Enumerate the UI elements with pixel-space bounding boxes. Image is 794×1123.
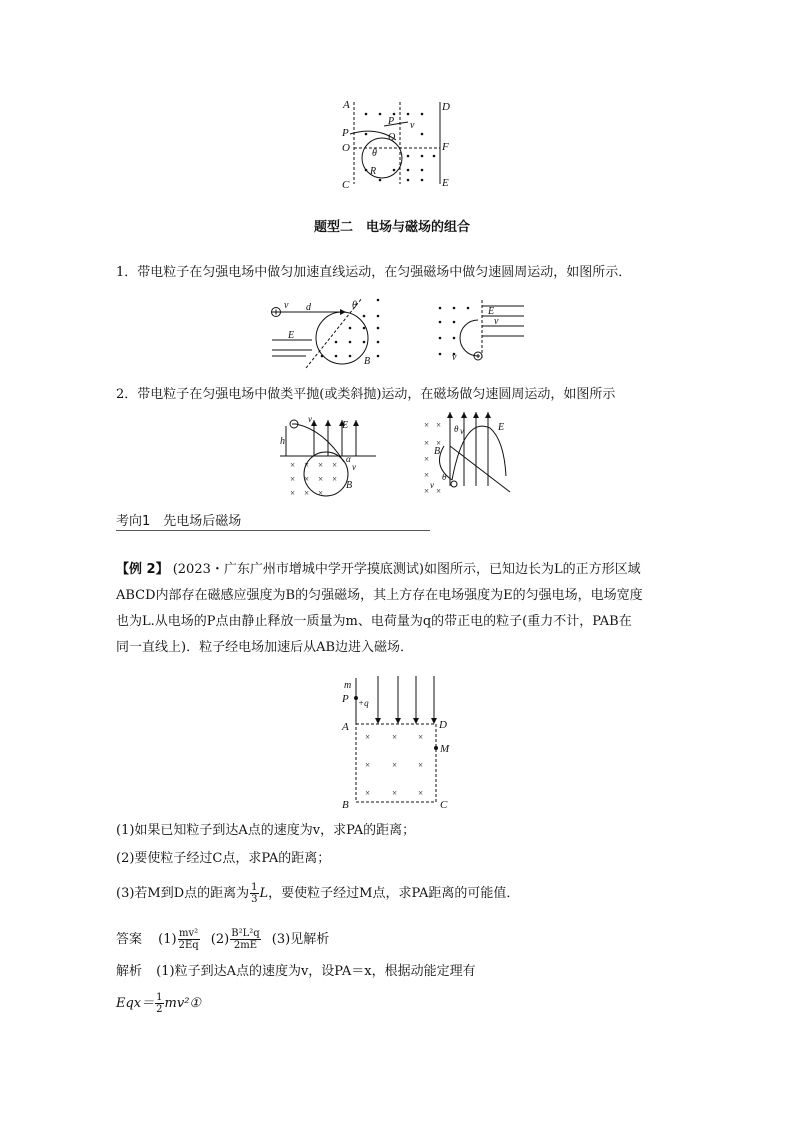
svg-text:×: × (418, 732, 424, 742)
figure-4-square-field (338, 674, 458, 810)
analysis-label: 解析 (116, 964, 143, 979)
example-line-3: 也为L.从电场的P点由静止释放一质量为m、电荷量为q的带正电的粒子(重力不计，PAB在 (116, 614, 632, 629)
question-3: (3)若M到D点的距离为 $\frac{1}{3}$ L，要使粒子经过M点，求PA距离的可能值． (116, 882, 520, 905)
analysis-line: 解析 (1)粒子到达A点的速度为v，设PA＝x，根据动能定理有 (116, 964, 476, 979)
example-label: 【例 2】 (116, 562, 169, 577)
svg-text:×: × (436, 438, 442, 448)
svg-text:×: × (365, 732, 371, 742)
svg-text:×: × (424, 420, 430, 430)
svg-text:×: × (365, 760, 371, 770)
label-P1: P (388, 116, 395, 127)
svg-text:×: × (304, 474, 310, 484)
label-A: A (343, 99, 350, 111)
svg-text:×: × (290, 460, 296, 470)
svg-text:θ: θ (454, 424, 459, 434)
answer-1-fraction: $\frac{\text{mv²}}{2Eq}$ (178, 928, 199, 951)
item-2-text: 2．带电粒子在匀强电场中做类平抛(或类斜抛)运动，在磁场做匀速圆周运动，如图所示 (116, 387, 616, 402)
svg-text:×: × (290, 474, 296, 484)
svg-text:θ: θ (442, 472, 447, 482)
svg-text:v: v (452, 352, 457, 363)
svg-text:v: v (352, 462, 356, 472)
label-E: E (442, 177, 449, 189)
section-bar (116, 510, 430, 531)
svg-text:d: d (306, 302, 311, 313)
svg-text:×: × (418, 760, 424, 770)
figure-1-rectangle-field (336, 96, 462, 192)
label-O: O (342, 142, 350, 154)
label-C: C (342, 179, 350, 191)
svg-text:×: × (424, 470, 430, 480)
label-theta: θ (372, 148, 377, 159)
item-1-text: 1．带电粒子在匀强电场中做匀加速直线运动，在匀强磁场中做匀速圆周运动，如图所示． (116, 265, 632, 280)
question-1: (1)如果已知粒子到达A点的速度为v，求PA的距离； (116, 823, 416, 838)
figure-2-right (434, 292, 524, 368)
svg-text:×: × (304, 488, 310, 498)
answer-label: 答案 (116, 932, 143, 947)
svg-text:×: × (332, 474, 338, 484)
example-line-4: 同一直线上)．粒子经电场加速后从AB边进入磁场． (116, 640, 414, 655)
equation-fraction-half: $\frac{1}{2}$ (156, 992, 163, 1015)
svg-text:×: × (418, 788, 424, 798)
figure-3-right (420, 406, 516, 498)
svg-text:×: × (392, 760, 398, 770)
label-Q: Q (388, 132, 396, 143)
svg-text:E: E (498, 422, 505, 433)
question-2: (2)要使粒子经过C点，求PA的距离； (116, 851, 331, 866)
svg-text:×: × (290, 488, 296, 498)
svg-text:E: E (288, 330, 295, 341)
svg-text:D: D (439, 719, 447, 731)
label-P: P (342, 127, 349, 139)
svg-text:v: v (308, 414, 312, 424)
svg-text:×: × (392, 788, 398, 798)
svg-text:×: × (318, 488, 324, 498)
svg-text:M: M (440, 743, 450, 755)
example-source: (2023・广东广州市增城中学开学摸底测试) (172, 562, 424, 577)
svg-text:h: h (280, 436, 285, 447)
svg-text:×: × (392, 732, 398, 742)
section-bar-label: 考向1 先电场后磁场 (116, 514, 242, 529)
example-line1-rest: 如图所示，已知边长为L的正方形区域 (423, 562, 641, 577)
figure-3-left (280, 412, 376, 498)
answer-line: 答案 (1) $\frac{\text{mv²}}{2Eq}$ (2) $\frac{\text{B²L²q}}{2mE}$ (3)见解析 (116, 928, 330, 951)
svg-text:P: P (342, 693, 349, 705)
svg-text:B: B (364, 356, 371, 367)
label-F: F (442, 141, 449, 153)
svg-text:A: A (342, 721, 349, 733)
label-v: v (410, 120, 415, 131)
svg-text:v: v (494, 316, 499, 327)
fraction-one-third: $\frac{1}{3}$ (251, 882, 258, 905)
label-R: R (370, 166, 377, 177)
svg-text:×: × (424, 438, 430, 448)
svg-text:m: m (344, 680, 352, 691)
example-line-2: ABCD内部存在磁感应强度为B的匀强磁场，其上方存在电场强度为E的匀强电场，电场宽度 (116, 588, 643, 603)
section-title: 题型二 电场与磁场的组合 (314, 220, 471, 235)
svg-text:×: × (424, 486, 430, 496)
svg-text:B: B (346, 480, 353, 491)
svg-text:×: × (436, 420, 442, 430)
svg-text:×: × (365, 788, 371, 798)
svg-text:C: C (440, 799, 448, 810)
svg-text:v: v (460, 426, 464, 436)
figure-2-left (266, 292, 386, 372)
svg-text:θ: θ (352, 300, 357, 311)
svg-text:α: α (346, 454, 351, 464)
svg-text:v: v (430, 480, 434, 490)
example-line-1 (116, 560, 641, 580)
label-D: D (442, 101, 450, 113)
svg-text:×: × (332, 460, 338, 470)
svg-text:E: E (488, 306, 495, 317)
svg-text:E: E (342, 420, 349, 431)
svg-text:×: × (318, 460, 324, 470)
svg-text:×: × (424, 454, 430, 464)
answer-2-fraction: $\frac{\text{B²L²q}}{2mE}$ (231, 928, 260, 951)
svg-text:B: B (434, 446, 441, 457)
svg-text:×: × (304, 460, 310, 470)
svg-text:×: × (318, 474, 324, 484)
svg-text:v: v (284, 300, 289, 311)
svg-text:B: B (342, 799, 349, 810)
svg-text:+q: +q (358, 698, 369, 708)
svg-text:×: × (436, 486, 442, 496)
analysis-equation: Eqx＝ $\frac{1}{2}$ mv²① (116, 992, 202, 1015)
